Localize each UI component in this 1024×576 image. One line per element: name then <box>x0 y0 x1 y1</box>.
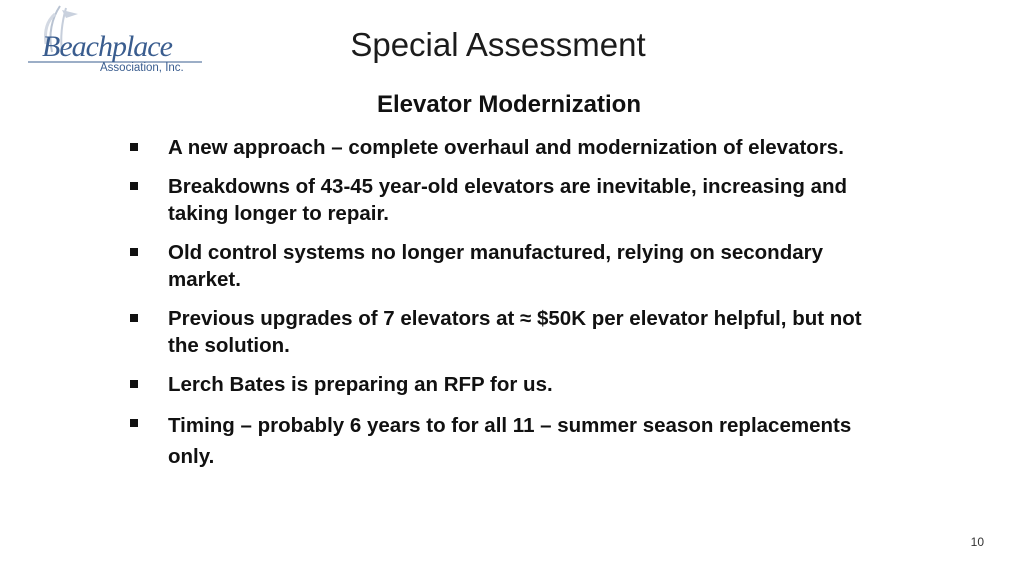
bullet-text: A new approach – complete overhaul and modernization of elevators. <box>168 136 844 159</box>
bullet-item <box>128 239 888 293</box>
bullet-text: Breakdowns of 43-45 year-old elevators are inevitable, increasing and taking longer to repair. <box>168 175 848 225</box>
bullet-item <box>128 173 888 227</box>
bullet-text: Old control systems no longer manufactured, relying on secondary market. <box>168 241 823 291</box>
bullet-item <box>128 410 888 472</box>
slide-subtitle <box>0 91 1024 119</box>
logo-subtitle: Association, Inc. <box>100 62 184 74</box>
square-bullet-icon <box>130 143 138 151</box>
page-number: 10 <box>970 535 984 549</box>
square-bullet-icon <box>130 182 138 190</box>
bullet-item <box>128 371 888 398</box>
bullet-text: Timing – probably 6 years to for all 11 – summer season replacements only. <box>168 414 852 468</box>
slide-title-text: Special Assessment <box>350 26 646 63</box>
bullet-item <box>128 134 888 161</box>
bullet-text: Lerch Bates is preparing an RFP for us. <box>168 373 553 396</box>
square-bullet-icon <box>130 248 138 256</box>
square-bullet-icon <box>130 314 138 322</box>
slide-title <box>0 26 1024 64</box>
square-bullet-icon <box>130 380 138 388</box>
bullet-list <box>128 134 888 484</box>
bullet-item <box>128 305 888 359</box>
bullet-text: Previous upgrades of 7 elevators at ≈ $50K per elevator helpful, but not the solution. <box>168 307 862 357</box>
slide-subtitle-text: Elevator Modernization <box>376 91 642 118</box>
square-bullet-icon <box>130 419 138 427</box>
logo-wordmark: Beachplace <box>42 30 172 63</box>
